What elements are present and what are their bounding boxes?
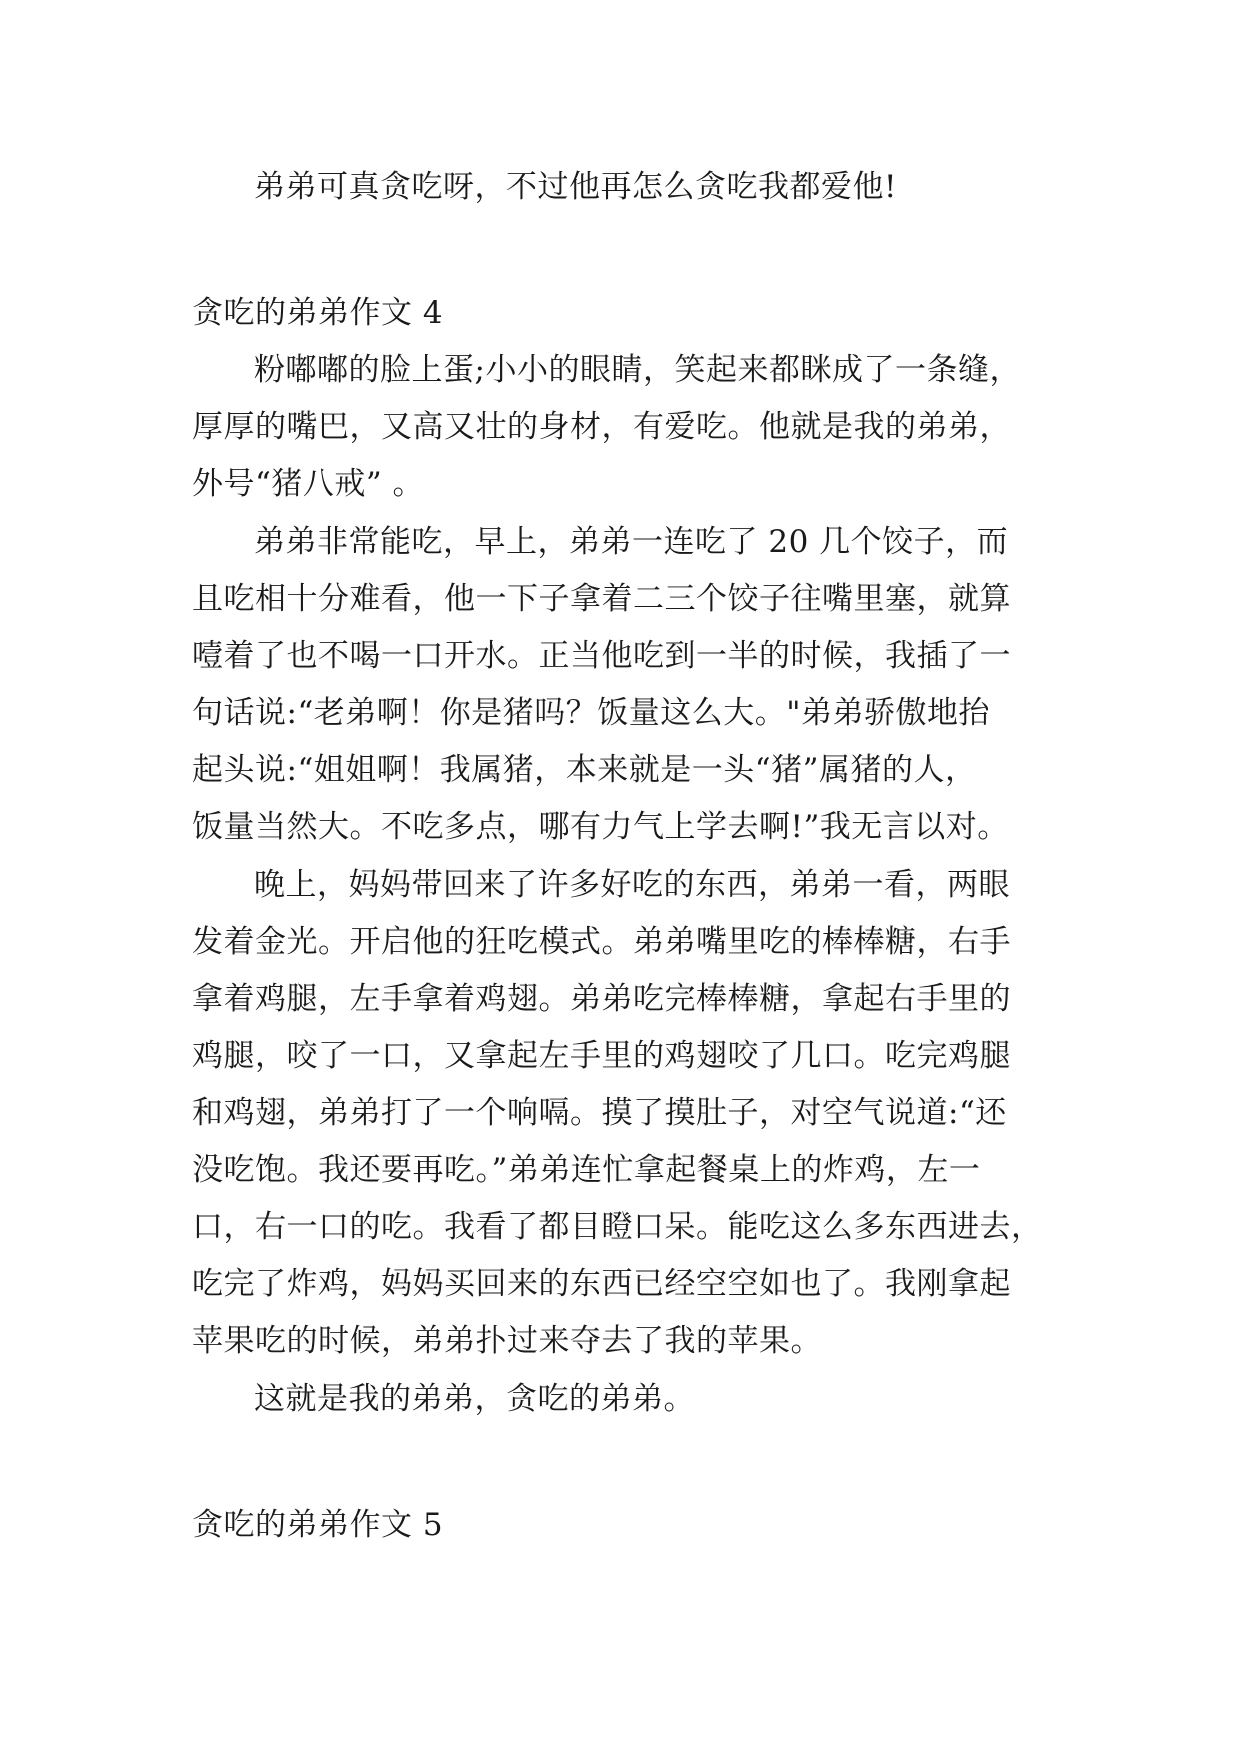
essay-4-para-2-line-1: 弟弟非常能吃，早上，弟弟一连吃了 20 几个饺子，而 (254, 524, 1009, 560)
essay-4-para-1-line-2: 厚厚的嘴巴，又高又壮的身材，有爱吃。他就是我的弟弟， (192, 409, 1011, 445)
essay-4-para-3-line-1: 晚上，妈妈带回来了许多好吃的东西，弟弟一看，两眼 (254, 867, 1010, 903)
essay-4-para-2-line-2: 且吃相十分难看，他一下子拿着二三个饺子往嘴里塞，就算 (192, 581, 1011, 617)
essay-4-para-3-line-2: 发着金光。开启他的狂吃模式。弟弟嘴里吃的棒棒糖，右手 (192, 924, 1011, 960)
essay-4-para-2-line-6: 饭量当然大。不吃多点，哪有力气上学去啊!”我无言以对。 (192, 809, 1009, 845)
essay-4-para-2-line-3: 噎着了也不喝一口开水。正当他吃到一半的时候，我插了一 (192, 638, 1011, 674)
essay-4-para-1-line-3: 外号“猪八戒” 。 (192, 466, 425, 502)
essay-4-para-1-line-1: 粉嘟嘟的脸上蛋;小小的眼睛，笑起来都眯成了一条缝， (254, 352, 1021, 388)
essay-5-title: 贪吃的弟弟作文 5 (192, 1507, 444, 1543)
essay-4-para-4-line-1: 这就是我的弟弟，贪吃的弟弟。 (254, 1381, 695, 1417)
essay-4-para-3-line-4: 鸡腿，咬了一口，又拿起左手里的鸡翅咬了几口。吃完鸡腿 (192, 1038, 1011, 1074)
essay-4-para-3-line-6: 没吃饱。我还要再吃。”弟弟连忙拿起餐桌上的炸鸡，左一 (192, 1152, 981, 1188)
essay-4-para-2-line-5: 起头说:“姐姐啊！我属猪，本来就是一头“猪”属猪的人， (192, 752, 977, 788)
essay-4-para-3-line-9: 苹果吃的时候，弟弟扑过来夺去了我的苹果。 (192, 1323, 822, 1359)
closing-paragraph: 弟弟可真贪吃呀，不过他再怎么贪吃我都爱他! (254, 169, 897, 205)
essay-4-para-2-line-4: 句话说:“老弟啊！你是猪吗？饭量这么大。"弟弟骄傲地抬 (192, 695, 991, 731)
essay-4-para-3-line-3: 拿着鸡腿，左手拿着鸡翅。弟弟吃完棒棒糖，拿起右手里的 (192, 981, 1011, 1017)
essay-4-para-3-line-7: 口，右一口的吃。我看了都目瞪口呆。能吃这么多东西进去， (192, 1209, 1043, 1245)
essay-4-para-3-line-5: 和鸡翅，弟弟打了一个响嗝。摸了摸肚子，对空气说道:“还 (192, 1095, 1007, 1131)
essay-4-title: 贪吃的弟弟作文 4 (192, 295, 444, 331)
essay-4-para-3-line-8: 吃完了炸鸡，妈妈买回来的东西已经空空如也了。我刚拿起 (192, 1266, 1011, 1302)
